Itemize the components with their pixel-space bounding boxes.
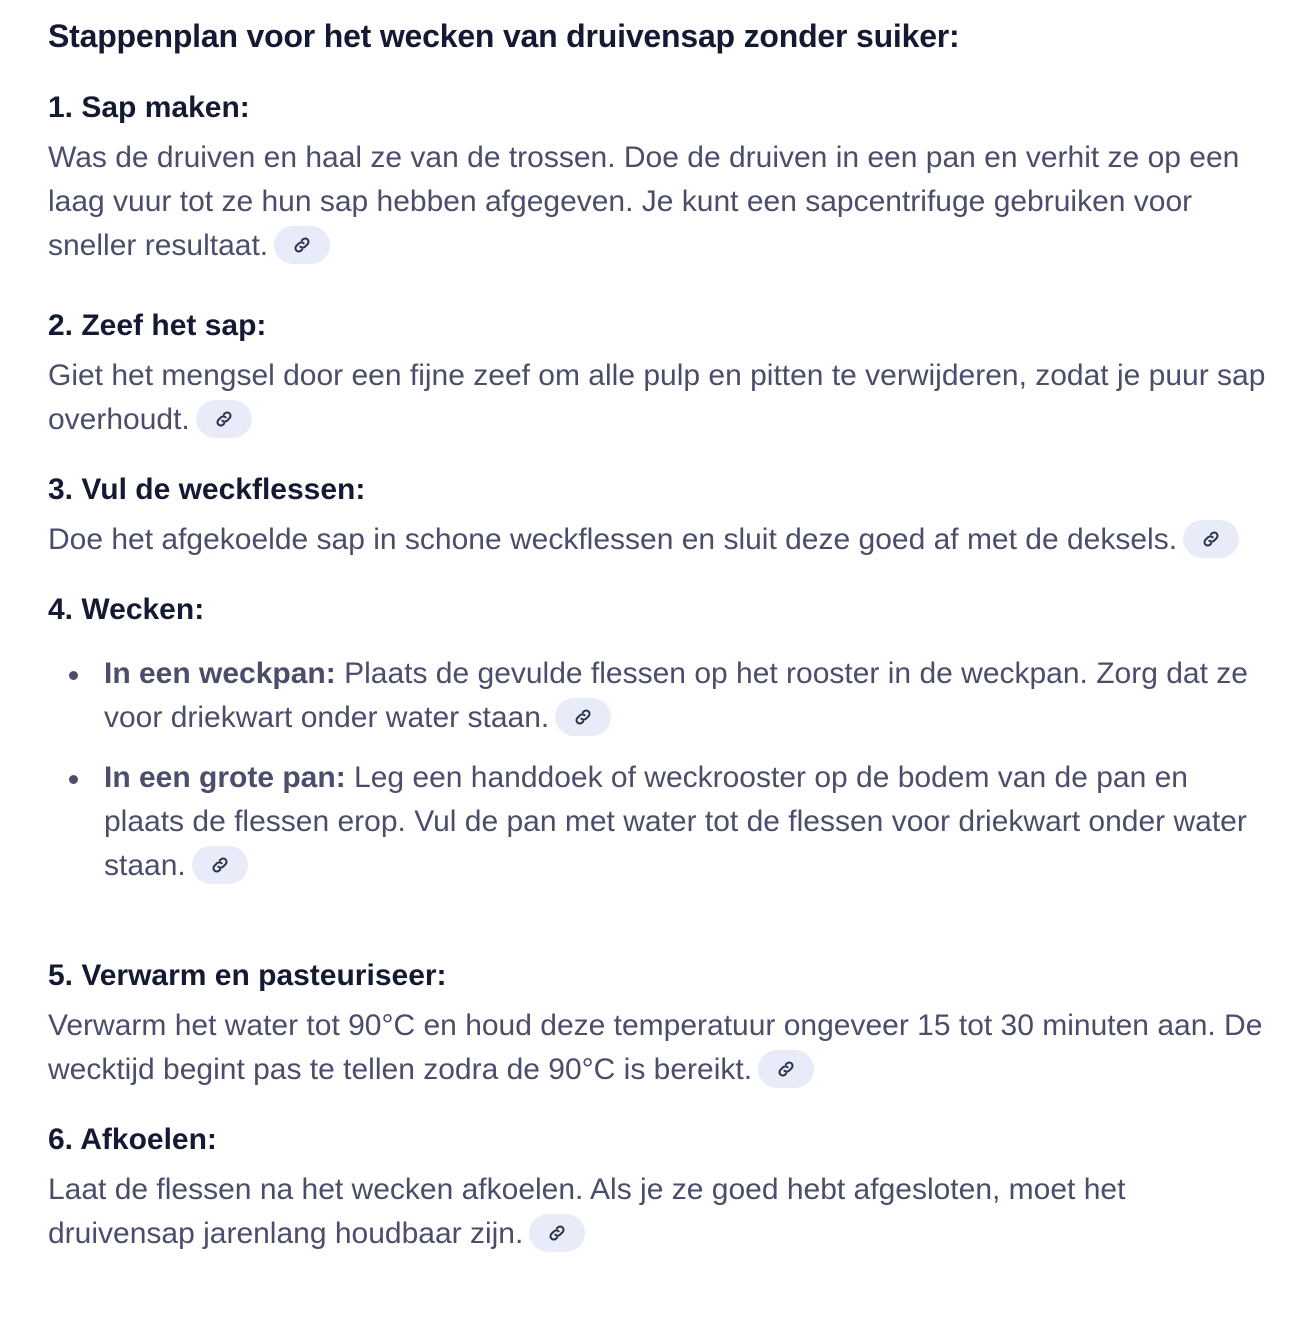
step-4 — [48, 590, 1266, 888]
list-item — [48, 652, 1266, 740]
link-icon — [776, 1059, 796, 1079]
bullet-dot — [69, 671, 78, 680]
source-link-button[interactable] — [529, 1214, 585, 1252]
link-icon — [573, 707, 593, 727]
step-body — [48, 518, 1266, 562]
link-icon — [210, 855, 230, 875]
link-icon — [292, 235, 312, 255]
link-icon — [214, 409, 234, 429]
step-body — [48, 354, 1266, 442]
step-title: 5. Verwarm en pasteuriseer: — [48, 959, 447, 992]
step-3 — [48, 470, 1266, 562]
step-text: Giet het mengsel door een fijne zeef om alle pulp en pitten te verwijderen, zodat je puur sap overhoudt. — [48, 359, 1266, 436]
step-6 — [48, 1120, 1266, 1256]
source-link-button[interactable] — [274, 226, 330, 264]
bullet-text: Leg een handdoek of weckrooster op de bodem van de pan en plaats de flessen erop. Vul de pan met water tot de flessen voor driekwart onder water staan. — [104, 761, 1247, 882]
bullet-dot — [69, 775, 78, 784]
step-5 — [48, 956, 1266, 1092]
step-title: 2. Zeef het sap: — [48, 309, 267, 342]
step-body — [48, 1168, 1266, 1256]
step-title: 6. Afkoelen: — [48, 1123, 217, 1156]
bullet-list — [48, 652, 1266, 888]
step-title: 4. Wecken: — [48, 593, 205, 626]
link-icon — [1201, 529, 1221, 549]
source-link-button[interactable] — [555, 698, 611, 736]
source-link-button[interactable] — [1183, 520, 1239, 558]
bullet-label: In een weckpan: — [104, 657, 336, 690]
bullet-text: Plaats de gevulde flessen op het rooster in de weckpan. Zorg dat ze voor driekwart onder water staan. — [104, 657, 1248, 734]
step-text: Laat de flessen na het wecken afkoelen. Als je ze goed hebt afgesloten, moet het druivensap jarenlang houdbaar zijn. — [48, 1173, 1126, 1250]
source-link-button[interactable] — [758, 1050, 814, 1088]
step-2 — [48, 306, 1266, 442]
step-title: 1. Sap maken: — [48, 91, 250, 124]
step-body — [48, 136, 1266, 268]
source-link-button[interactable] — [196, 400, 252, 438]
link-icon — [547, 1223, 567, 1243]
step-title: 3. Vul de weckflessen: — [48, 473, 366, 506]
step-text: Doe het afgekoelde sap in schone weckflessen en sluit deze goed af met de deksels. — [48, 523, 1178, 556]
step-text: Verwarm het water tot 90°C en houd deze temperatuur ongeveer 15 tot 30 minuten aan. De wecktijd begint pas te tellen zodra de 90°C is bereikt. — [48, 1009, 1263, 1086]
list-item — [48, 756, 1266, 888]
source-link-button[interactable] — [192, 846, 248, 884]
step-1 — [48, 88, 1266, 268]
page-title: Stappenplan voor het wecken van druivensap zonder suiker: — [48, 18, 960, 54]
step-text: Was de druiven en haal ze van de trossen. Doe de druiven in een pan en verhit ze op een laag vuur tot ze hun sap hebben afgegeven. Je kunt een sapcentrifuge gebruiken voor sneller resultaat. — [48, 141, 1240, 262]
step-body — [48, 1004, 1266, 1092]
bullet-label: In een grote pan: — [104, 761, 346, 794]
